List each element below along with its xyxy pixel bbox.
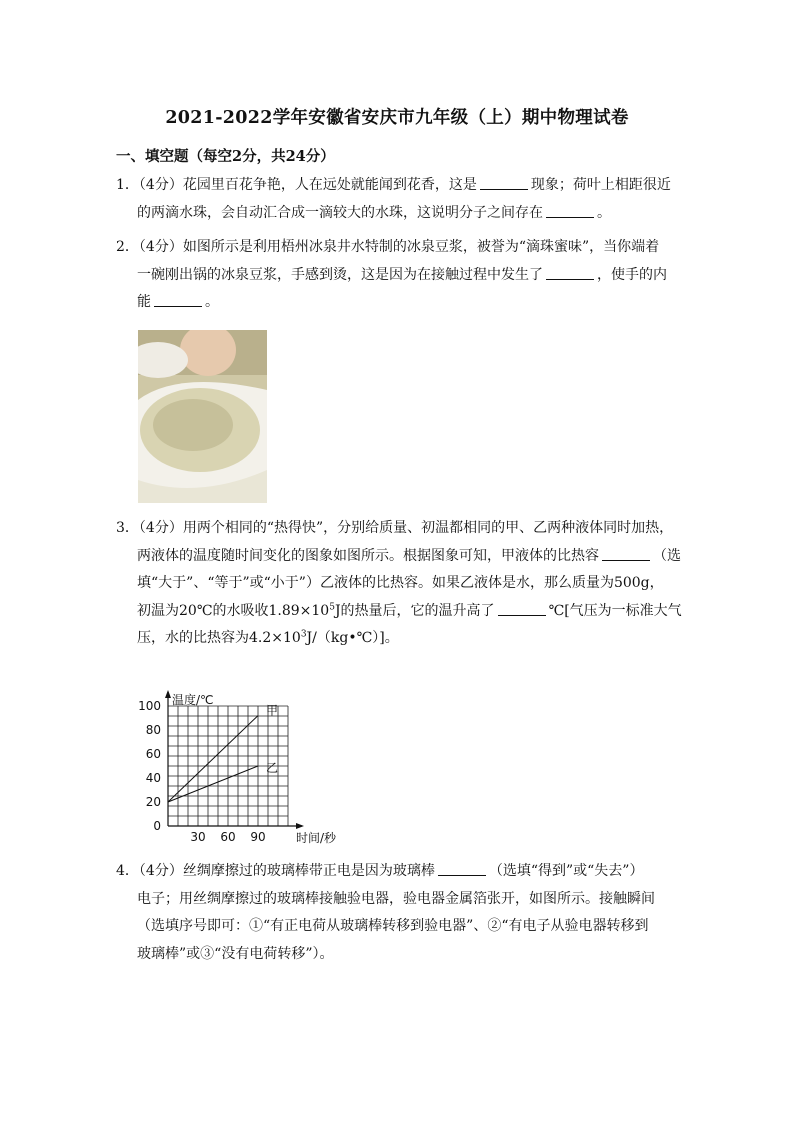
question-text: （4分）如图所示是利用梧州冰泉井水特制的冰泉豆浆，被誉为“滴珠蜜味”，当你端着	[138, 239, 660, 255]
x-tick-label: 30	[190, 830, 206, 844]
question-text: ，使手的内	[597, 266, 667, 283]
question-text: 的两滴水珠，会自动汇合成一滴较大的水珠，这说明分子之间存在	[137, 204, 543, 221]
question-text: （4分）用两个相同的“热得快”，分别给质量、初温都相同的甲、乙两种液体同时加热，	[138, 520, 674, 536]
exponent: 3	[300, 629, 307, 640]
question-1	[116, 172, 686, 227]
section-heading: 一、填空题（每空2分，共24分）	[116, 148, 335, 165]
page-title: 2021-2022学年安徽省安庆市九年级（上）期中物理试卷	[165, 108, 629, 128]
y-tick-label: 20	[145, 795, 161, 809]
question-4	[116, 858, 686, 968]
question-text: 填“大于”、“等于”或“小于”）乙液体的比热容。如果乙液体是水，那么质量为500g，	[137, 575, 664, 591]
question-3	[116, 515, 686, 653]
question-text: 现象；荷叶上相距很近	[530, 177, 671, 193]
question-2	[116, 234, 686, 317]
answer-blank[interactable]	[154, 292, 202, 307]
x-axis-label: 时间/秒	[296, 831, 337, 845]
answer-blank[interactable]	[480, 175, 528, 190]
question-text: 能	[137, 294, 151, 310]
question-text: 。	[205, 294, 219, 310]
question-number: 4．	[116, 863, 139, 879]
question-text: （4分）丝绸摩擦过的玻璃棒带正电是因为玻璃棒	[138, 863, 435, 879]
series-line-2	[168, 766, 258, 802]
x-tick-label: 90	[250, 830, 266, 844]
answer-blank[interactable]	[498, 601, 546, 616]
y-axis-label: 温度/℃	[172, 693, 214, 707]
question-text: ℃[气压为一标准大气	[548, 602, 682, 619]
temperature-time-chart	[138, 672, 378, 852]
y-tick-label: 60	[145, 747, 161, 761]
x-tick-label: 60	[220, 830, 236, 844]
question-text: （选填“得到”或“失去”）	[488, 863, 644, 879]
series-label: 乙	[266, 761, 279, 775]
question-text: （选填序号即可：①“有正电荷从玻璃棒转移到验电器”、②“有电子从验电器转移到	[137, 918, 649, 934]
question-text: 初温为20℃的水吸收1.89×10	[137, 602, 330, 619]
exponent: 5	[329, 601, 335, 612]
soy-milk-photo	[138, 330, 267, 503]
question-text: 电子；用丝绸摩擦过的玻璃棒接触验电器，验电器金属箔张开，如图所示。接触瞬间	[137, 890, 655, 907]
y-axis-arrow	[165, 690, 171, 698]
answer-blank[interactable]	[602, 546, 650, 561]
answer-blank[interactable]	[546, 265, 594, 280]
series-line-1	[168, 716, 258, 802]
question-text: （4分）花园里百花争艳，人在远处就能闻到花香，这是	[138, 177, 477, 193]
y-tick-label: 100	[138, 699, 161, 713]
question-text: J/（kg•℃）]。	[306, 630, 399, 646]
answer-blank[interactable]	[438, 861, 486, 876]
question-text: 一碗刚出锅的冰泉豆浆，手感到烫，这是因为在接触过程中发生了	[137, 266, 543, 283]
question-text: J的热量后，它的温升高了	[334, 602, 495, 619]
question-text: 两液体的温度随时间变化的图象如图所示。根据图象可知，甲液体的比热容	[137, 547, 599, 564]
question-text: 玻璃棒”或③“没有电荷转移”）。	[137, 945, 334, 962]
y-tick-label: 0	[153, 819, 161, 833]
series-label: 甲	[266, 703, 279, 718]
question-text: 。	[597, 204, 611, 221]
x-axis-arrow	[296, 823, 304, 829]
question-text: （选	[653, 547, 681, 564]
question-text: 压，水的比热容为4.2×10	[137, 630, 301, 646]
y-tick-label: 80	[145, 723, 161, 737]
question-number: 3．	[116, 520, 139, 536]
question-number: 2．	[116, 239, 139, 255]
y-tick-label: 40	[145, 771, 161, 785]
question-number: 1．	[116, 177, 139, 193]
answer-blank[interactable]	[546, 203, 594, 218]
